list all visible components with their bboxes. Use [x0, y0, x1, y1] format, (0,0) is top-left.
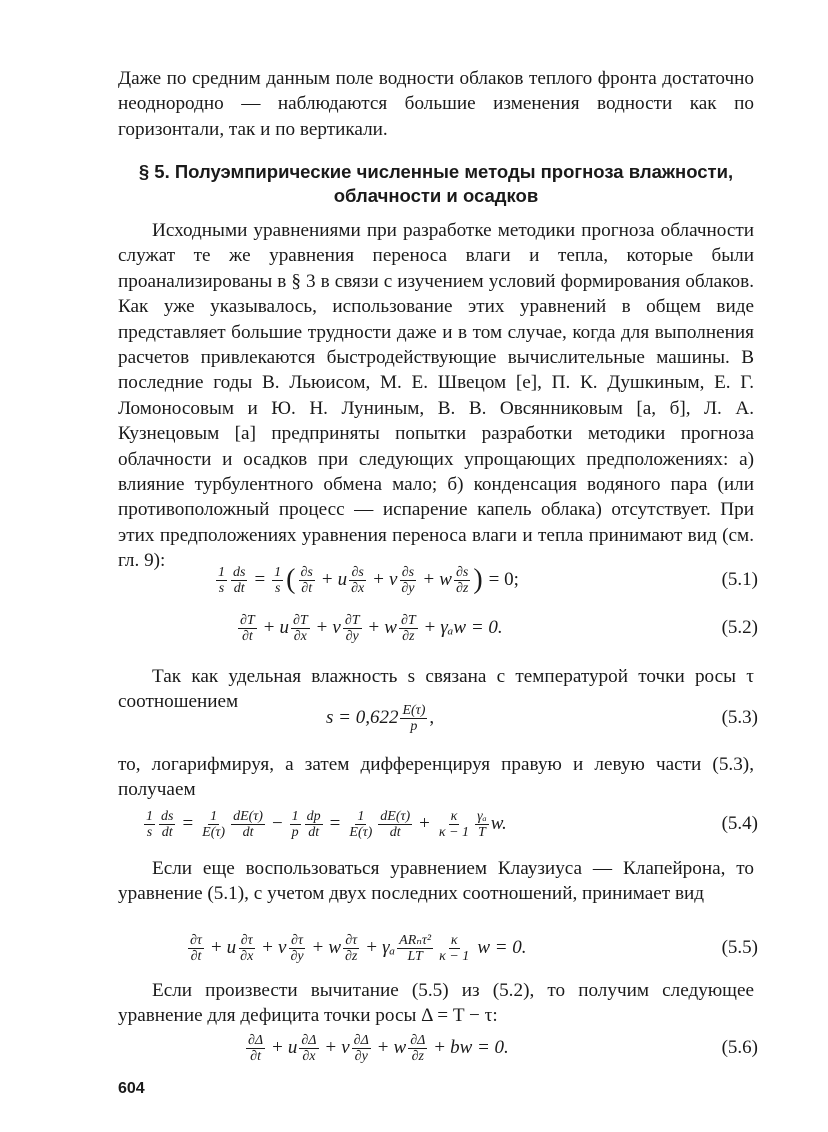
equation-5-2-body: $\frac{\partial T}{\partial t}$ + u $\frac{\partial T}{\partial x}$ + v $\frac{\partial T}{\partial y}$ + w $\frac{\partial T}{\partial z}$ + γₐw = 0.: [240, 612, 503, 644]
equation-5-1: [118, 560, 758, 600]
deficit-paragraph: Если произвести вычитание (5.5) из (5.2), то получим следующее уравнение для дефицита точки росы Δ = T − τ:: [118, 980, 754, 1027]
equation-5-3-number: (5.3): [721, 707, 758, 728]
equation-5-1-body: $\frac{1}{s}$ $\frac{ds}{dt}$ = $\frac{1}{s}$ ( $\frac{\partial s}{\partial t}$ + u $\frac{\partial s}{\partial x}$ + v $\frac{\partial s}{\partial y}$ + w $\frac{\partial s}{\partial z}$ ) = 0;: [218, 564, 519, 596]
section-heading-line2: облачности и осадков: [333, 185, 539, 206]
equation-5-1-number: (5.1): [721, 569, 758, 590]
equation-5-2: [118, 608, 758, 648]
equation-5-6-body: $\frac{\partial\Delta}{\partial t}$ + u $\frac{\partial\Delta}{\partial x}$ + v $\frac{\partial\Delta}{\partial y}$ + w $\frac{\partial\Delta}{\partial z}$ + bw = 0.: [248, 1032, 509, 1064]
equation-5-5-body: $\frac{\partial\tau}{\partial t}$ + u $\frac{\partial\tau}{\partial x}$ + v $\frac{\partial\tau}{\partial y}$ + w $\frac{\partial\tau}{\partial z}$ + γₐ $\frac{\text{ARₙτ²}}{LT}$ $\frac{\kappa}{\kappa - 1}$ w = 0.: [190, 932, 527, 964]
page-number: 604: [118, 1080, 145, 1097]
dewpoint-paragraph: Так как удельная влажность s связана с температурой точки росы τ соотношением: [118, 666, 754, 713]
section-heading-line1: § 5. Полуэмпирические численные методы прогноза влажности,: [138, 161, 734, 182]
equation-5-3-body: s = 0,622 $\frac{E(\tau)}{p}$ ,: [326, 702, 435, 734]
equation-5-5-number: (5.5): [721, 937, 758, 958]
equation-5-5: [118, 928, 758, 968]
main-paragraph: Исходными уравнениями при разработке методики прогноза облачности служат те же уравнения переноса влаги и тепла, которые были проанализированы в § 3 в связи с изучением условий формирования облаков. Как уже указывалось, использование этих уравнений в общем виде представляет большие трудности даже и в том случае, когда для выполнения расчетов привлекаются быстродействующие вычислительные машины. В последние годы В. Льюисом, М. Е. Швецом [е], П. К. Душкиным, Е. Г. Ломоносовым и Ю. Н. Луниным, В. В. Овсянниковым [а, б], Л. А. Кузнецовым [а] предприняты попытки разработки методики прогноза облачности и осадков при следующих упрощающих предположениях: а) влияние турбулентного обмена мало; б) конденсация водяного пара (или противоположный процесс — испарение капель облака) отсутствует. При этих предположениях уравнения переноса влаги и тепла принимают вид (см. гл. 9):: [118, 220, 754, 572]
equation-5-2-number: (5.2): [721, 617, 758, 638]
clausius-paragraph: Если еще воспользоваться уравнением Клаузиуса — Клапейрона, то уравнение (5.1), с учетом двух последних соотношений, принимает вид: [118, 858, 754, 905]
equation-5-4-number: (5.4): [721, 813, 758, 834]
equation-5-4: [118, 804, 758, 844]
equation-5-6-number: (5.6): [721, 1037, 758, 1058]
log-diff-paragraph: то, логарифмируя, а затем дифференцируя правую и левую части (5.3), получаем: [118, 754, 754, 801]
equation-5-4-body: $\frac{1}{s}$ $\frac{ds}{dt}$ = $\frac{1}{E(\tau)}$ $\frac{dE(\tau)}{dt}$ − $\frac{1}{p}$ $\frac{dp}{dt}$ = $\frac{1}{E(\tau)}$ $\frac{dE(\tau)}{dt}$ + $\frac{\kappa}{\kappa - 1}$ $\frac{\text{γₐ}}{T}$ w.: [146, 808, 507, 840]
equation-5-6: [118, 1028, 758, 1068]
intro-paragraph: Даже по средним данным поле водности облаков теплого фронта достаточно неоднородно — наблюдаются большие изменения водности как по горизонтали, так и по вертикали.: [118, 68, 754, 140]
equation-5-3: [118, 698, 758, 738]
